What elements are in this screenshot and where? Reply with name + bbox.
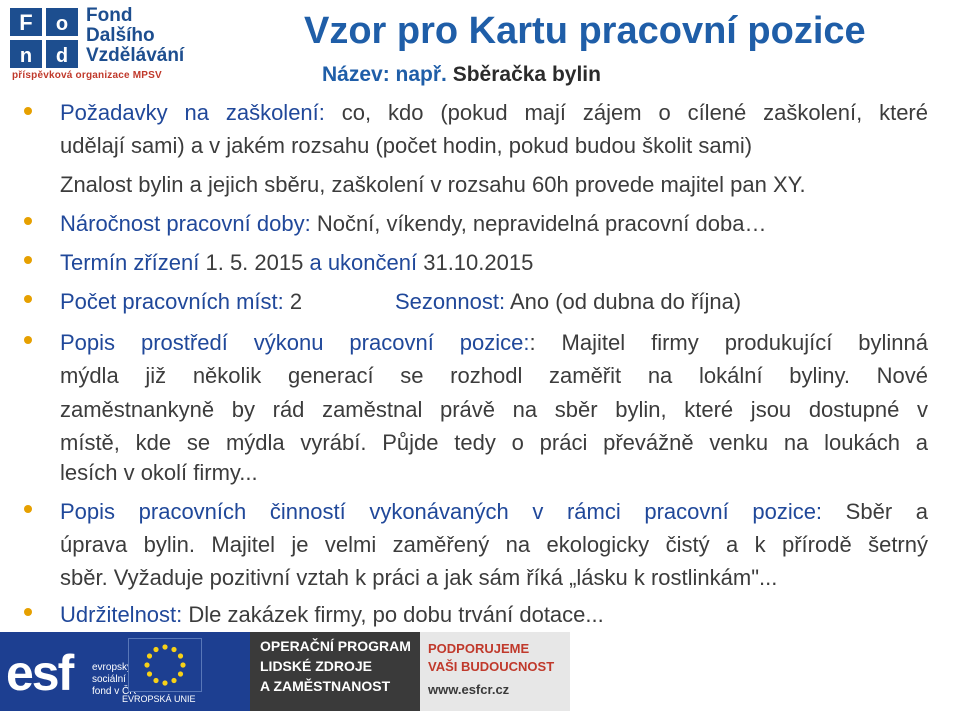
- difficulty-item: [60, 207, 928, 240]
- logo-wordmark: [86, 6, 184, 66]
- seasonality-value: Ano (od dubna do října): [505, 289, 742, 314]
- svg-text:F: F: [19, 10, 33, 35]
- logo-line: Vzdělávání: [86, 45, 185, 66]
- environment-label: Popis prostředí výkonu pracovní pozice:: [60, 330, 530, 355]
- esf-caption-line: evropský: [92, 662, 133, 673]
- bullet-icon: [24, 256, 32, 264]
- positions-value: 2: [283, 289, 303, 314]
- environment-line-3: zaměstnankyně by rád zaměstnal právě na sběr bylin, které jsou dostupné v: [60, 397, 928, 422]
- svg-text:d: d: [55, 45, 69, 67]
- esf-url: www.esfcr.cz: [428, 682, 510, 697]
- positions-label: Počet pracovních míst:: [60, 289, 284, 314]
- esf-caption-line: fond v ČR: [92, 686, 137, 697]
- footer-banner: [0, 632, 960, 711]
- sustainability-label: Udržitelnost:: [60, 602, 183, 627]
- op-line: A ZAMĚSTNANOST: [260, 678, 391, 694]
- esf-caption-line: sociální: [92, 674, 126, 685]
- support-block: [420, 632, 570, 711]
- eu-flag-icon: [128, 638, 202, 692]
- term-start-label: Termín zřízení: [60, 250, 200, 275]
- fdv-logo-mark: [10, 8, 80, 68]
- term-start-value: 1. 5. 2015: [199, 250, 304, 275]
- bullet-icon: [24, 217, 32, 225]
- activities-line-3: sběr. Vyžaduje pozitivní vztah k práci a jak sám říká „lásku k rostlinkám"...: [60, 565, 778, 590]
- activities-label: Popis pracovních činností vykonávaných v rámci pracovní pozice:: [60, 499, 823, 524]
- logo-line: Fond: [86, 5, 133, 26]
- environment-line-2: mýdla již několik generací se rozhodl zaměřit na lokální byliny. Nové: [60, 363, 928, 388]
- seasonality-label: Sezonnost:: [395, 289, 506, 314]
- difficulty-text: Noční, víkendy, nepravidelná pracovní doba…: [310, 211, 767, 236]
- op-line: LIDSKÉ ZDROJE: [260, 658, 373, 674]
- eu-label: EVROPSKÁ UNIE: [122, 694, 196, 704]
- requirements-line-2: udělají sami) a v jakém rozsahu (počet hodin, pokud budou školit sami): [60, 133, 753, 158]
- activities-line-1: [60, 495, 928, 528]
- environment-line-1: [60, 326, 928, 359]
- term-end-label: a ukončení: [303, 250, 418, 275]
- support-line: VAŠI BUDOUCNOST: [428, 659, 555, 674]
- esf-wordmark: esf: [6, 645, 73, 701]
- requirements-label: Požadavky na zaškolení:: [60, 100, 325, 125]
- term-item: [60, 246, 928, 279]
- requirements-answer: Znalost bylin a jejich sběru, zaškolení v rozsahu 60h provede majitel pan XY.: [60, 172, 806, 197]
- bullet-icon: [24, 295, 32, 303]
- support-text: [428, 640, 554, 676]
- op-lzz-logo: [250, 632, 420, 711]
- svg-text:o: o: [55, 13, 69, 35]
- seasonality-item: [395, 285, 895, 318]
- difficulty-label: Náročnost pracovní doby:: [60, 211, 311, 236]
- environment-line-5: lesích v okolí firmy...: [60, 460, 258, 485]
- requirements-text: co, kdo (pokud mají zájem o cílené zaškolení, které: [324, 100, 928, 125]
- subtitle-value: Sběračka bylin: [446, 63, 601, 86]
- op-lzz-text: [260, 636, 411, 696]
- page-subtitle: [322, 63, 601, 87]
- sustainability-text: Dle zakázek firmy, po dobu trvání dotace...: [182, 602, 604, 627]
- environment-text: : Majitel firmy produkující bylinná: [529, 330, 928, 355]
- activities-line-2: úprava bylin. Majitel je velmi zaměřený na ekologicky čistý a k přírodě šetrný: [60, 532, 928, 557]
- bullet-icon: [24, 608, 32, 616]
- sustainability-item: [60, 598, 928, 631]
- page-title: Vzor pro Kartu pracovní pozice: [304, 10, 866, 52]
- bullet-icon: [24, 336, 32, 344]
- subtitle-label: Název: např.: [322, 63, 447, 86]
- activities-text: Sběr a: [822, 499, 929, 524]
- logo-tagline: příspěvková organizace MPSV: [12, 70, 162, 81]
- svg-text:n: n: [19, 45, 33, 67]
- requirements-line-1: [60, 96, 928, 129]
- bullet-icon: [24, 107, 32, 115]
- bullet-icon: [24, 505, 32, 513]
- op-line: OPERAČNÍ PROGRAM: [260, 638, 411, 654]
- esf-logo: [0, 632, 250, 711]
- environment-line-4: místě, kde se mýdla vyrábí. Půjde tedy o práci převážně venku na loukách a: [60, 430, 928, 455]
- logo-line: Dalšího: [86, 25, 155, 46]
- support-line: PODPORUJEME: [428, 641, 530, 656]
- fdv-logo: [6, 4, 216, 84]
- term-end-value: 31.10.2015: [417, 250, 534, 275]
